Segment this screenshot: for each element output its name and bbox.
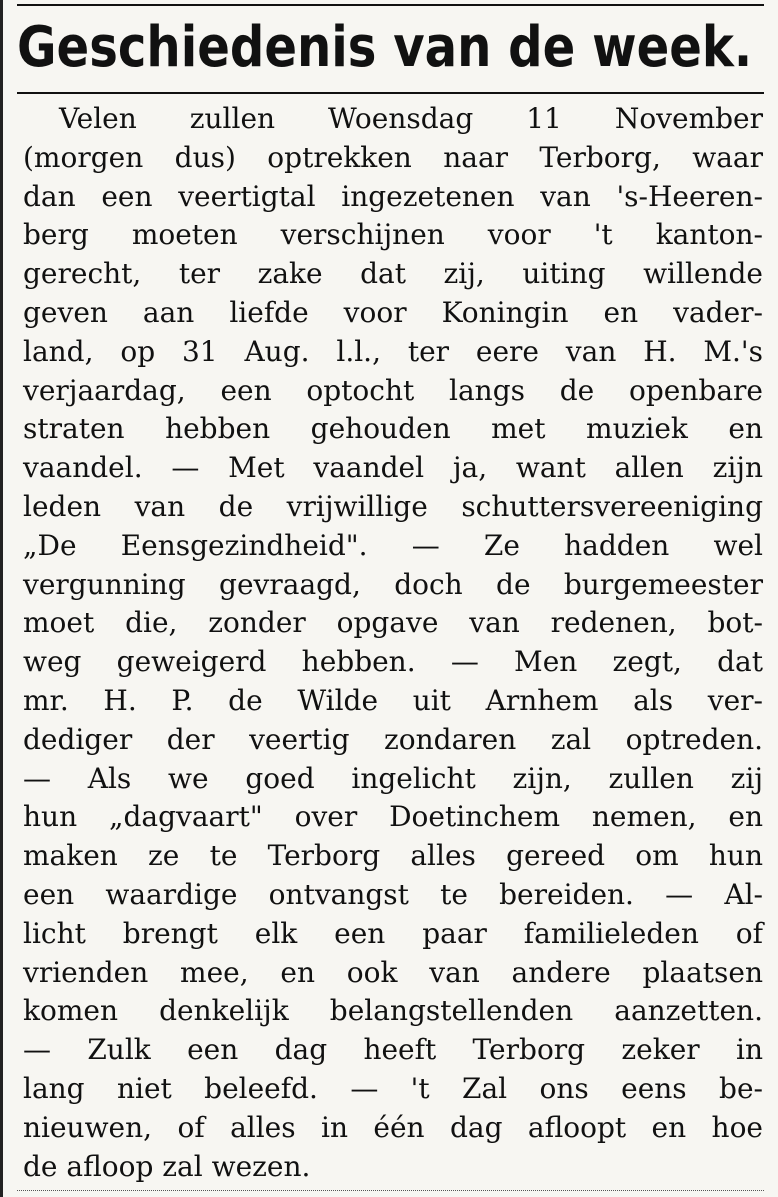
text-line: weg geweigerd hebben. — Men zegt, dat <box>23 645 763 679</box>
text-line: lang niet beleefd. — 't Zal ons eens be- <box>23 1071 763 1105</box>
text-line: berg moeten verschijnen voor 't kanton- <box>23 218 763 252</box>
text-line: gerecht, ter zake dat zij, uiting willende <box>23 257 763 291</box>
text-line: een waardige ontvangst te bereiden. — Al- <box>23 877 763 911</box>
text-line: (morgen dus) optrekken naar Terborg, waar <box>23 140 763 174</box>
text-line: nieuwen, of alles in één dag afloopt en hoe <box>23 1110 763 1144</box>
text-line: licht brengt elk een paar familieleden of <box>23 916 763 950</box>
text-line: de afloop zal wezen. <box>23 1149 311 1183</box>
bottom-rule <box>17 1190 764 1191</box>
text-line: maken ze te Terborg alles gereed om hun <box>23 839 763 873</box>
text-line: vergunning gevraagd, doch de burgemeester <box>23 567 763 601</box>
text-line: „De Eensgezindheid". — Ze hadden wel <box>23 528 763 562</box>
text-line: — Als we goed ingelicht zijn, zullen zij <box>23 761 763 795</box>
text-line: vaandel. — Met vaandel ja, want allen zijn <box>23 451 763 485</box>
text-line: vrienden mee, en ook van andere plaatsen <box>23 955 763 989</box>
text-line: leden van de vrijwillige schuttersvereeniging <box>23 489 763 523</box>
text-line: hun „dagvaart" over Doetinchem nemen, en <box>23 800 763 834</box>
text-line: dan een veertigtal ingezetenen van 's-Heeren- <box>23 179 763 213</box>
text-line: komen denkelijk belangstellenden aanzetten. <box>23 994 763 1028</box>
text-line: verjaardag, een optocht langs de openbare <box>23 373 763 407</box>
text-line: mr. H. P. de Wilde uit Arnhem als ver- <box>23 683 763 717</box>
text-line: dediger der veertig zondaren zal optreden. <box>23 722 763 756</box>
text-line: land, op 31 Aug. l.l., ter eere van H. M.'s <box>23 334 763 368</box>
text-line: straten hebben gehouden met muziek en <box>23 412 763 446</box>
top-rule <box>17 4 764 6</box>
text-line: geven aan liefde voor Koningin en vader- <box>23 295 763 329</box>
text-line: — Zulk een dag heeft Terborg zeker in <box>23 1033 763 1067</box>
headline-rule <box>17 92 764 94</box>
text-line: Velen zullen Woensdag 11 November <box>59 102 763 135</box>
headline: Geschiedenis van de week. <box>17 15 753 80</box>
article-body <box>23 100 763 1186</box>
text-line: moet die, zonder opgave van redenen, bot- <box>23 606 763 640</box>
